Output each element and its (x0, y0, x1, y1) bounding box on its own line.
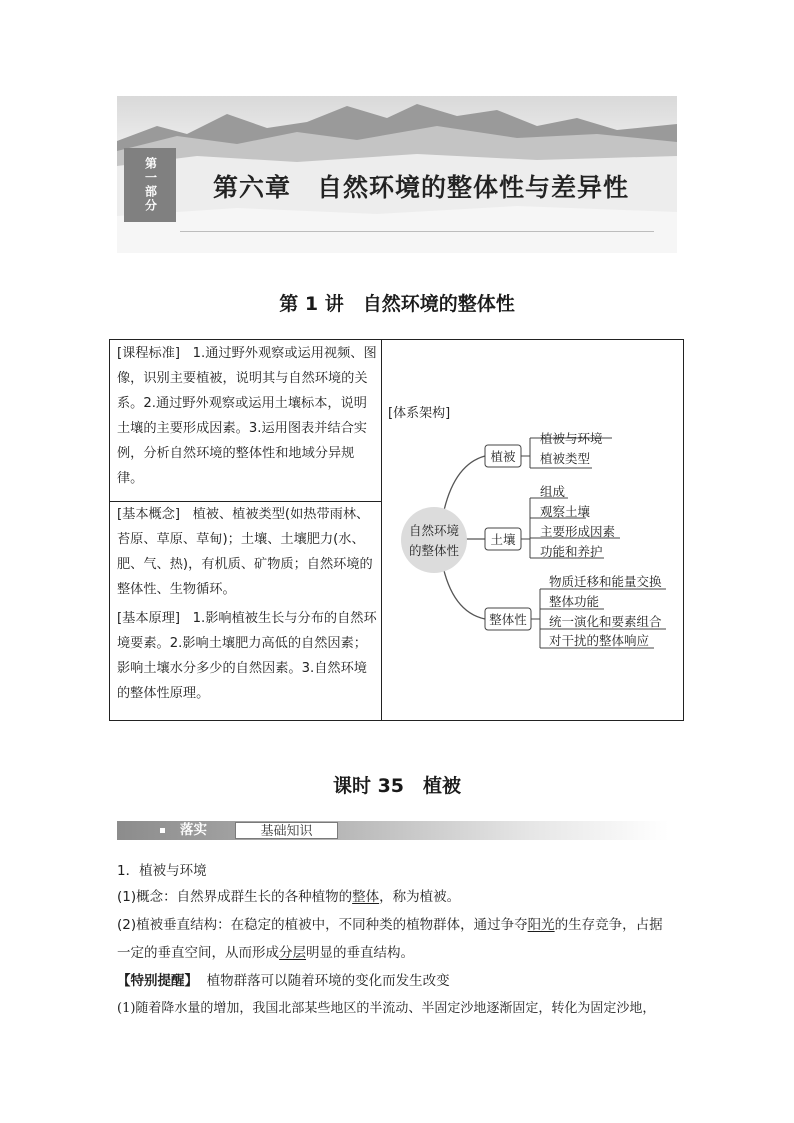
branch-soil: 土壤 (490, 532, 516, 547)
body-heading: 1．植被与环境 (117, 863, 207, 879)
line2-key: 阳光 (527, 917, 555, 933)
line2-suffix: 的生存竞争，占据 (554, 917, 663, 933)
basic-concepts-text: 植被、植被类型(如热带雨林、苔原、草原、草甸)；土壤、土壤肥力(水、肥、气、热)，有机质、矿物质；自然环境的整体性、生物循环。 (117, 507, 373, 597)
connector-integrity (442, 562, 485, 619)
branch-integrity: 整体性 (489, 612, 527, 627)
line1-prefix: (1)概念：自然界成群生长的各种植物的 (117, 889, 353, 905)
basic-principles (117, 606, 377, 706)
body-line-2 (117, 915, 663, 935)
integrity-item-1: 物质迁移和能量交换 (549, 574, 662, 589)
center-node-line1: 自然环境 (408, 523, 460, 538)
branch-vegetation: 植被 (490, 449, 516, 464)
soil-item-2: 观察土壤 (540, 504, 591, 519)
integrity-item-4: 对干扰的整体响应 (549, 633, 650, 648)
tip-tag: 【特别提醒】 (117, 973, 198, 989)
tip-text: 植物群落可以随着环境的变化而发生改变 (206, 973, 450, 989)
tip-line (117, 971, 450, 991)
basic-principles-text: 1.影响植被生长与分布的自然环境要素。2.影响土壤肥力高低的自然因素；影响土壤水分多少的自然因素。3.自然环境的整体性原理。 (117, 611, 377, 701)
basic-concepts-tag: [基本概念] (117, 507, 181, 522)
concept-map (382, 340, 682, 720)
line2-prefix: (2)植被垂直结构：在稳定的植被中，不同种类的植物群体，通过争夺 (117, 917, 528, 933)
chapter-underline (180, 231, 654, 232)
course-standard-text: 1.通过野外观察或运用视频、图像，识别主要植被，说明其与自然环境的关系。2.通过野外观察或运用土壤标本，说明土壤的主要形成因素。3.运用图表并结合实例，分析自然环境的整体性和地域分异规律。 (117, 346, 377, 486)
line1-suffix: ，称为植被。 (379, 889, 461, 905)
basic-knowledge-cell (117, 502, 377, 706)
center-node-line2: 的整体性 (408, 543, 460, 558)
vegetation-item-1: 植被与环境 (540, 431, 603, 446)
section-main-label: 落实 (180, 822, 207, 838)
body-line-3 (117, 943, 414, 963)
lesson-title: 课时 35 植被 (332, 775, 462, 797)
tip-detail-line-1: (1)随着降水量的增加，我国北部某些地区的半流动、半固定沙地逐渐固定，转化为固定沙地， (117, 1001, 656, 1016)
soil-item-4: 功能和养护 (540, 544, 603, 559)
basic-concepts (117, 502, 377, 602)
concept-map-label: [体系架构] (388, 406, 451, 421)
course-standard-cell (117, 341, 377, 491)
integrity-item-2: 整体功能 (549, 594, 600, 609)
line3-prefix: 一定的垂直空间，从而形成 (117, 945, 279, 961)
soil-item-1: 组成 (540, 484, 566, 499)
soil-item-3: 主要形成因素 (540, 524, 616, 539)
chapter-title: 第六章 自然环境的整体性与差异性 (213, 173, 630, 202)
body-line-1 (117, 887, 460, 907)
line1-key: 整体 (352, 889, 380, 905)
course-standard-tag: [课程标准] (117, 346, 181, 361)
vegetation-item-2: 植被类型 (540, 451, 591, 466)
lecture-title: 第 1 讲 自然环境的整体性 (279, 293, 515, 315)
square-bullet-icon (160, 828, 165, 833)
basic-principles-tag: [基本原理] (117, 611, 181, 626)
section-sub-label: 基础知识 (235, 822, 338, 839)
integrity-item-3: 统一演化和要素组合 (549, 614, 662, 629)
part-tag: 第一部分 (124, 148, 176, 222)
line3-key: 分层 (279, 945, 306, 961)
center-node (401, 507, 467, 573)
line3-suffix: 明显的垂直结构。 (306, 945, 414, 961)
